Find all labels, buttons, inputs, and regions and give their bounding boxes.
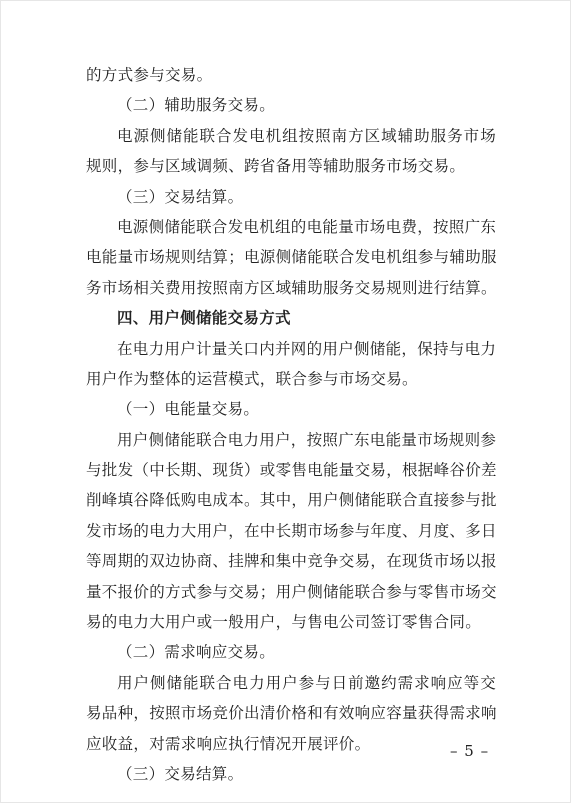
text-line-13: 用户侧储能联合电力用户，按照广东电能量市场规则参 — [117, 430, 497, 449]
text-line-15: 削峰填谷降低购电成本。其中，用户侧储能联合直接参与批 — [86, 491, 497, 510]
text-line-21: 用户侧储能联合电力用户参与日前邀约需求响应等交 — [117, 673, 496, 692]
text-line-18: 量不报价的方式参与交易；用户侧储能联合参与零售市场交 — [86, 582, 497, 601]
text-line-24: （三）交易结算。 — [117, 764, 244, 783]
section-heading: 四、用户侧储能交易方式 — [117, 309, 291, 328]
page-number: – 5 – — [450, 742, 490, 760]
text-line-17: 等周期的双边协商、挂牌和集中竞争交易，在现货市场以报 — [86, 552, 497, 571]
text-line-19: 易的电力大用户或一般用户，与售电公司签订零售合同。 — [86, 613, 482, 632]
text-line-4: 规则，参与区域调频、跨省备用等辅助服务市场交易。 — [86, 157, 466, 176]
text-line-7: 电能量市场规则结算；电源侧储能联合发电机组参与辅助服 — [86, 248, 497, 267]
text-line-10: 在电力用户计量关口内并网的用户侧储能，保持与电力 — [117, 339, 497, 358]
text-line-3: 电源侧储能联合发电机组按照南方区域辅助服务市场 — [117, 126, 496, 145]
text-line-23: 应收益，对需求响应执行情况开展评价。 — [86, 734, 371, 753]
text-line-12: （一）电能量交易。 — [117, 400, 260, 419]
text-line-2: （二）辅助服务交易。 — [117, 96, 276, 115]
document-body — [86, 60, 496, 789]
text-line-6: 电源侧储能联合发电机组的电能量市场电费，按照广东 — [117, 217, 497, 236]
text-line-5: （三）交易结算。 — [117, 187, 244, 206]
text-line-16: 发市场的电力大用户，在中长期市场参与年度、月度、多日 — [86, 521, 497, 540]
text-line-20: （二）需求响应交易。 — [117, 643, 276, 662]
text-line-11: 用户作为整体的运营模式，联合参与市场交易。 — [86, 369, 418, 388]
text-line-22: 易品种，按照市场竞价出清价格和有效响应容量获得需求响 — [86, 704, 497, 723]
text-line-8: 务市场相关费用按照南方区域辅助服务交易规则进行结算。 — [86, 278, 497, 297]
text-line-1: 的方式参与交易。 — [86, 66, 213, 84]
text-line-14: 与批发（中长期、现货）或零售电能量交易，根据峰谷价差 — [86, 461, 497, 480]
